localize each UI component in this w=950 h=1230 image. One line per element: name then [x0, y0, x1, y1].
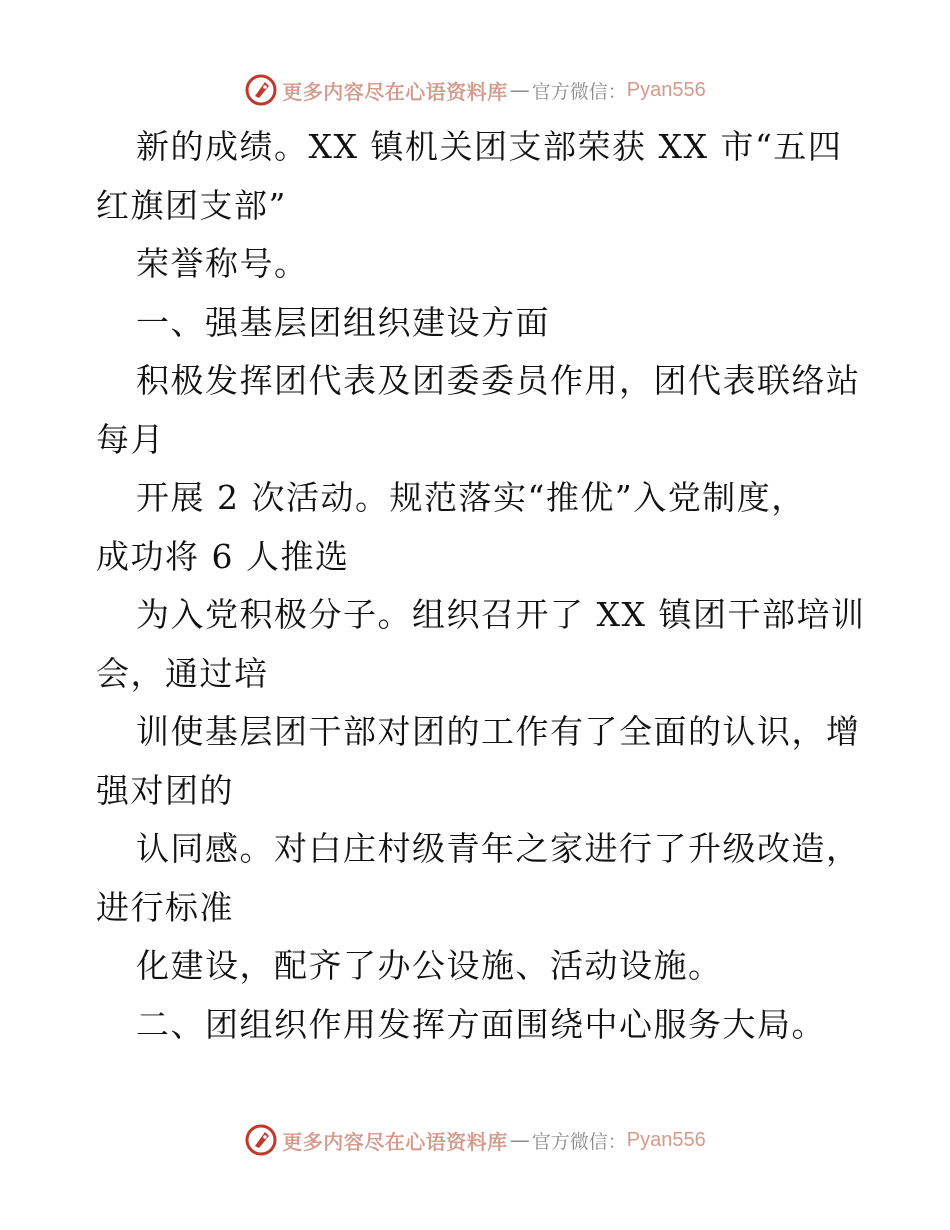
- watermark-slogan: 更多内容尽在心语资料库: [282, 1129, 508, 1154]
- watermark-wechat-label: 官方微信：: [531, 80, 627, 103]
- footer-watermark: [0, 1120, 950, 1160]
- watermark-dash: —: [509, 1128, 530, 1152]
- body-line: 会，通过培: [96, 653, 269, 693]
- document-body: [96, 118, 866, 1054]
- body-line: 强对团的: [96, 770, 234, 810]
- watermark-wechat-id: Pyan556: [626, 78, 706, 101]
- body-line: 每月: [96, 419, 165, 459]
- watermark-wechat-id: Pyan556: [626, 1128, 706, 1151]
- pen-nib-logo-icon: [244, 1123, 278, 1157]
- section-heading: 一、强基层团组织建设方面: [136, 302, 550, 342]
- body-line: 荣誉称号。: [136, 244, 309, 283]
- body-line: 为入党积极分子。组织召开了 XX 镇团干部培训: [136, 595, 866, 634]
- body-line: 训使基层团干部对团的工作有了全面的认识，增: [136, 712, 861, 751]
- body-line: 红旗团支部”: [96, 185, 287, 225]
- body-line: 认同感。对白庄村级青年之家进行了升级改造，: [136, 829, 861, 868]
- body-line: 成功将 6 人推选: [96, 536, 350, 576]
- watermark-dash: —: [509, 78, 530, 102]
- body-line: 开展 2 次活动。规范落实“推优”入党制度，: [136, 478, 806, 517]
- section-heading: 二、团组织作用发挥方面围绕中心服务大局。: [136, 1004, 826, 1044]
- body-line: 积极发挥团代表及团委委员作用，团代表联络站: [136, 361, 861, 400]
- body-line: 化建设，配齐了办公设施、活动设施。: [136, 946, 723, 985]
- body-line: 进行标准: [96, 887, 234, 927]
- pen-nib-logo-icon: [244, 73, 278, 107]
- body-line: 新的成绩。XX 镇机关团支部荣获 XX 市“五四: [136, 127, 843, 166]
- header-watermark: [0, 70, 950, 110]
- watermark-wechat-label: 官方微信：: [531, 1130, 627, 1153]
- watermark-slogan: 更多内容尽在心语资料库: [282, 79, 508, 104]
